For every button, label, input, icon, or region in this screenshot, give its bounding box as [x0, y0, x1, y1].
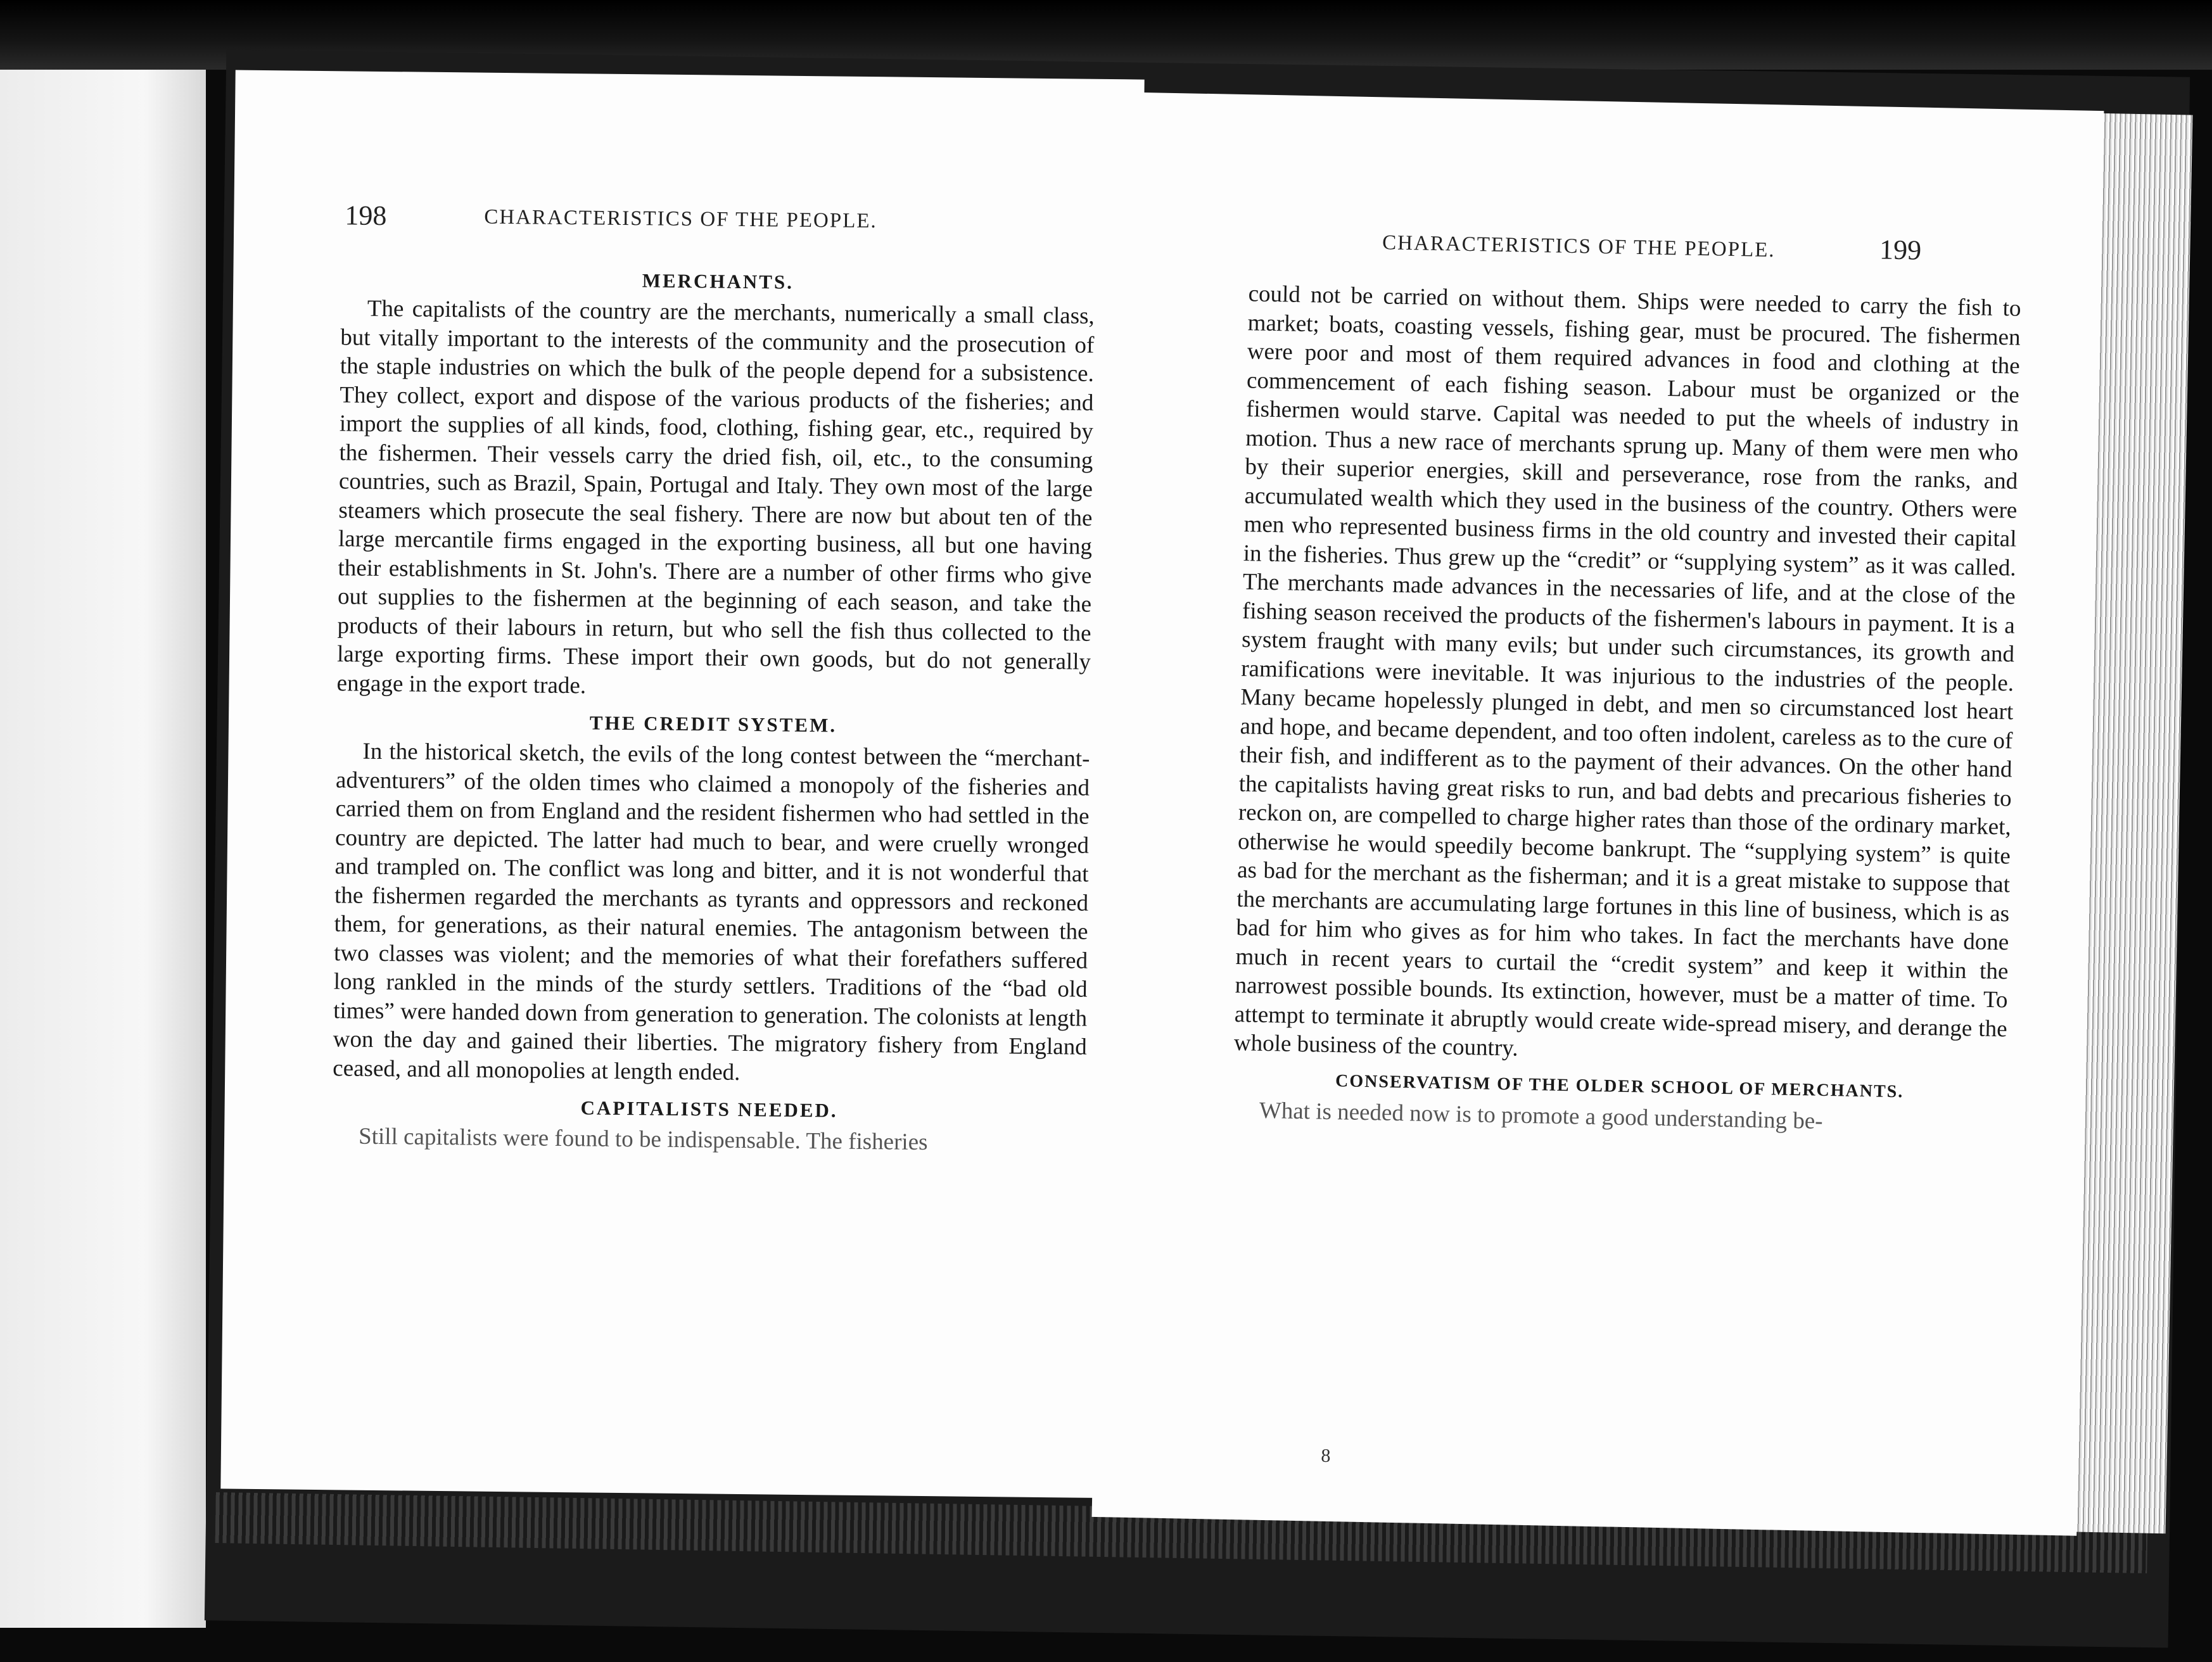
paragraph-capitalists-needed: Still capitalists were found to be indispensable. The fisheries — [358, 1123, 928, 1156]
right-page — [1092, 92, 2104, 1535]
section-heading-credit-system: THE CREDIT SYSTEM. — [589, 711, 837, 737]
paragraph-merchants: The capitalists of the country are the merchants, numerically a small class, but vitally important to the interests of the community and the prosecution of the staple industries on which the bulk of the people depend for a subsistence. They collect, export and dispose of the various products of the fisheries; and import the supplies of all kinds, food, clothing, fishing gear, etc., required by the fishermen. Their vessels carry the dried fish, oil, etc., to the consuming countries, such as Brazil, Spain, Portugal and Italy. They own most of the large steamers which prosecute the seal fishery. There are now but about ten of the large mercantile firms engaged in the exporting business, all but one having their establishments in St. John's. There are a number of other firms who give out supplies to the fishermen at the beginning of each season, and take the products of their labours in return, but who sell the fish thus collected to the large exporting firms. These import their own goods, but do not generally engage in the export trade. — [336, 295, 1095, 699]
paragraph-credit-system: In the historical sketch, the evils of the long contest between the “merchant-adventurers” of the olden times who claimed a monopoly of the fisheries and carried them on from England and the resident fishermen who had settled in the country are depicted. The latter had much to bear, and were cruelly wronged and trampled on. The conflict was long and bitter, and it is not wonderful that the fishermen regarded the merchants as tyrants and oppressors and reckoned them, for generations, as their natural enemies. The antagonism between the two classes was violent; and the memories of what their forefathers suffered long rankled in the minds of the sturdy settlers. Traditions of the “bad old times” were handed down from generation to generation. The colonists at length won the day and gained their liberties. The migratory fishery from England ceased, and all monopolies at length ended. — [333, 738, 1090, 1086]
section-heading-capitalists-needed: CAPITALISTS NEEDED. — [580, 1096, 838, 1122]
right-running-head: CHARACTERISTICS OF THE PEOPLE. — [1382, 231, 1776, 262]
right-text-block — [1232, 279, 2021, 1139]
left-running-head: CHARACTERISTICS OF THE PEOPLE. — [484, 205, 877, 233]
left-text-block — [332, 261, 1095, 1158]
paragraph-continuation: could not be carried on without them. Ships were needed to carry the fish to market; boats, coasting vessels, fishing gear, must be procured. The fishermen were poor and most of them required advances in food and clothing at the commencement of each fishing season. Labour must be organized or the fishermen would starve. Capital was needed to put the wheels of industry in motion. Thus a new race of merchants sprung up. Many of them were men who by their superior energies, skill and perseverance, rose from the ranks, and accumulated wealth which they used in the business of the country. Others were men who represented business firms in the old country and invested their capital in the fisheries. Thus grew up the “credit” or “supplying system” as it was called. The merchants made advances in the necessaries of life, and at the close of the fishing season received the products of the fishermen's labours in payment. It is a system fraught with many evils; but under such circumstances, its growth and ramifications were inevitable. It was injurious to the industries of the people. Many became hopelessly plunged in debt, and men so circumstanced lost heart and hope, and became dependent, and too often indolent, careless as to the cure of their fish, and indifferent as to the payment of their advances. On the other hand the capitalists having great risks to run, and bad debts and precarious fisheries to reckon on, are compelled to charge higher rates than those of the ordinary market, otherwise he would speedily become bankrupt. The “supplying system” is quite as bad for the merchant as the fisherman; and it is a great mistake to suppose that the merchants are accumulating large fortunes in this line of business, which is as bad for him who gives as for him who takes. In fact the merchants have done much in recent years to curtail the “credit system” and keep it within the narrowest possible bounds. Its extinction, however, must be a matter of time. To attempt to terminate it abruptly would create wide-spread misery, and derange the whole business of the country. — [1233, 281, 2021, 1062]
left-page — [220, 70, 1144, 1499]
previous-page-sliver — [0, 70, 206, 1628]
section-heading-conservatism: CONSERVATISM OF THE OLDER SCHOOL OF MERCHANTS. — [1335, 1070, 1904, 1101]
section-heading-merchants: MERCHANTS. — [642, 269, 794, 293]
right-page-number: 199 — [1879, 234, 1922, 266]
left-page-number: 198 — [345, 200, 387, 232]
signature-mark: 8 — [1321, 1445, 1331, 1467]
paragraph-conservatism: What is needed now is to promote a good understanding be- — [1259, 1097, 1823, 1134]
